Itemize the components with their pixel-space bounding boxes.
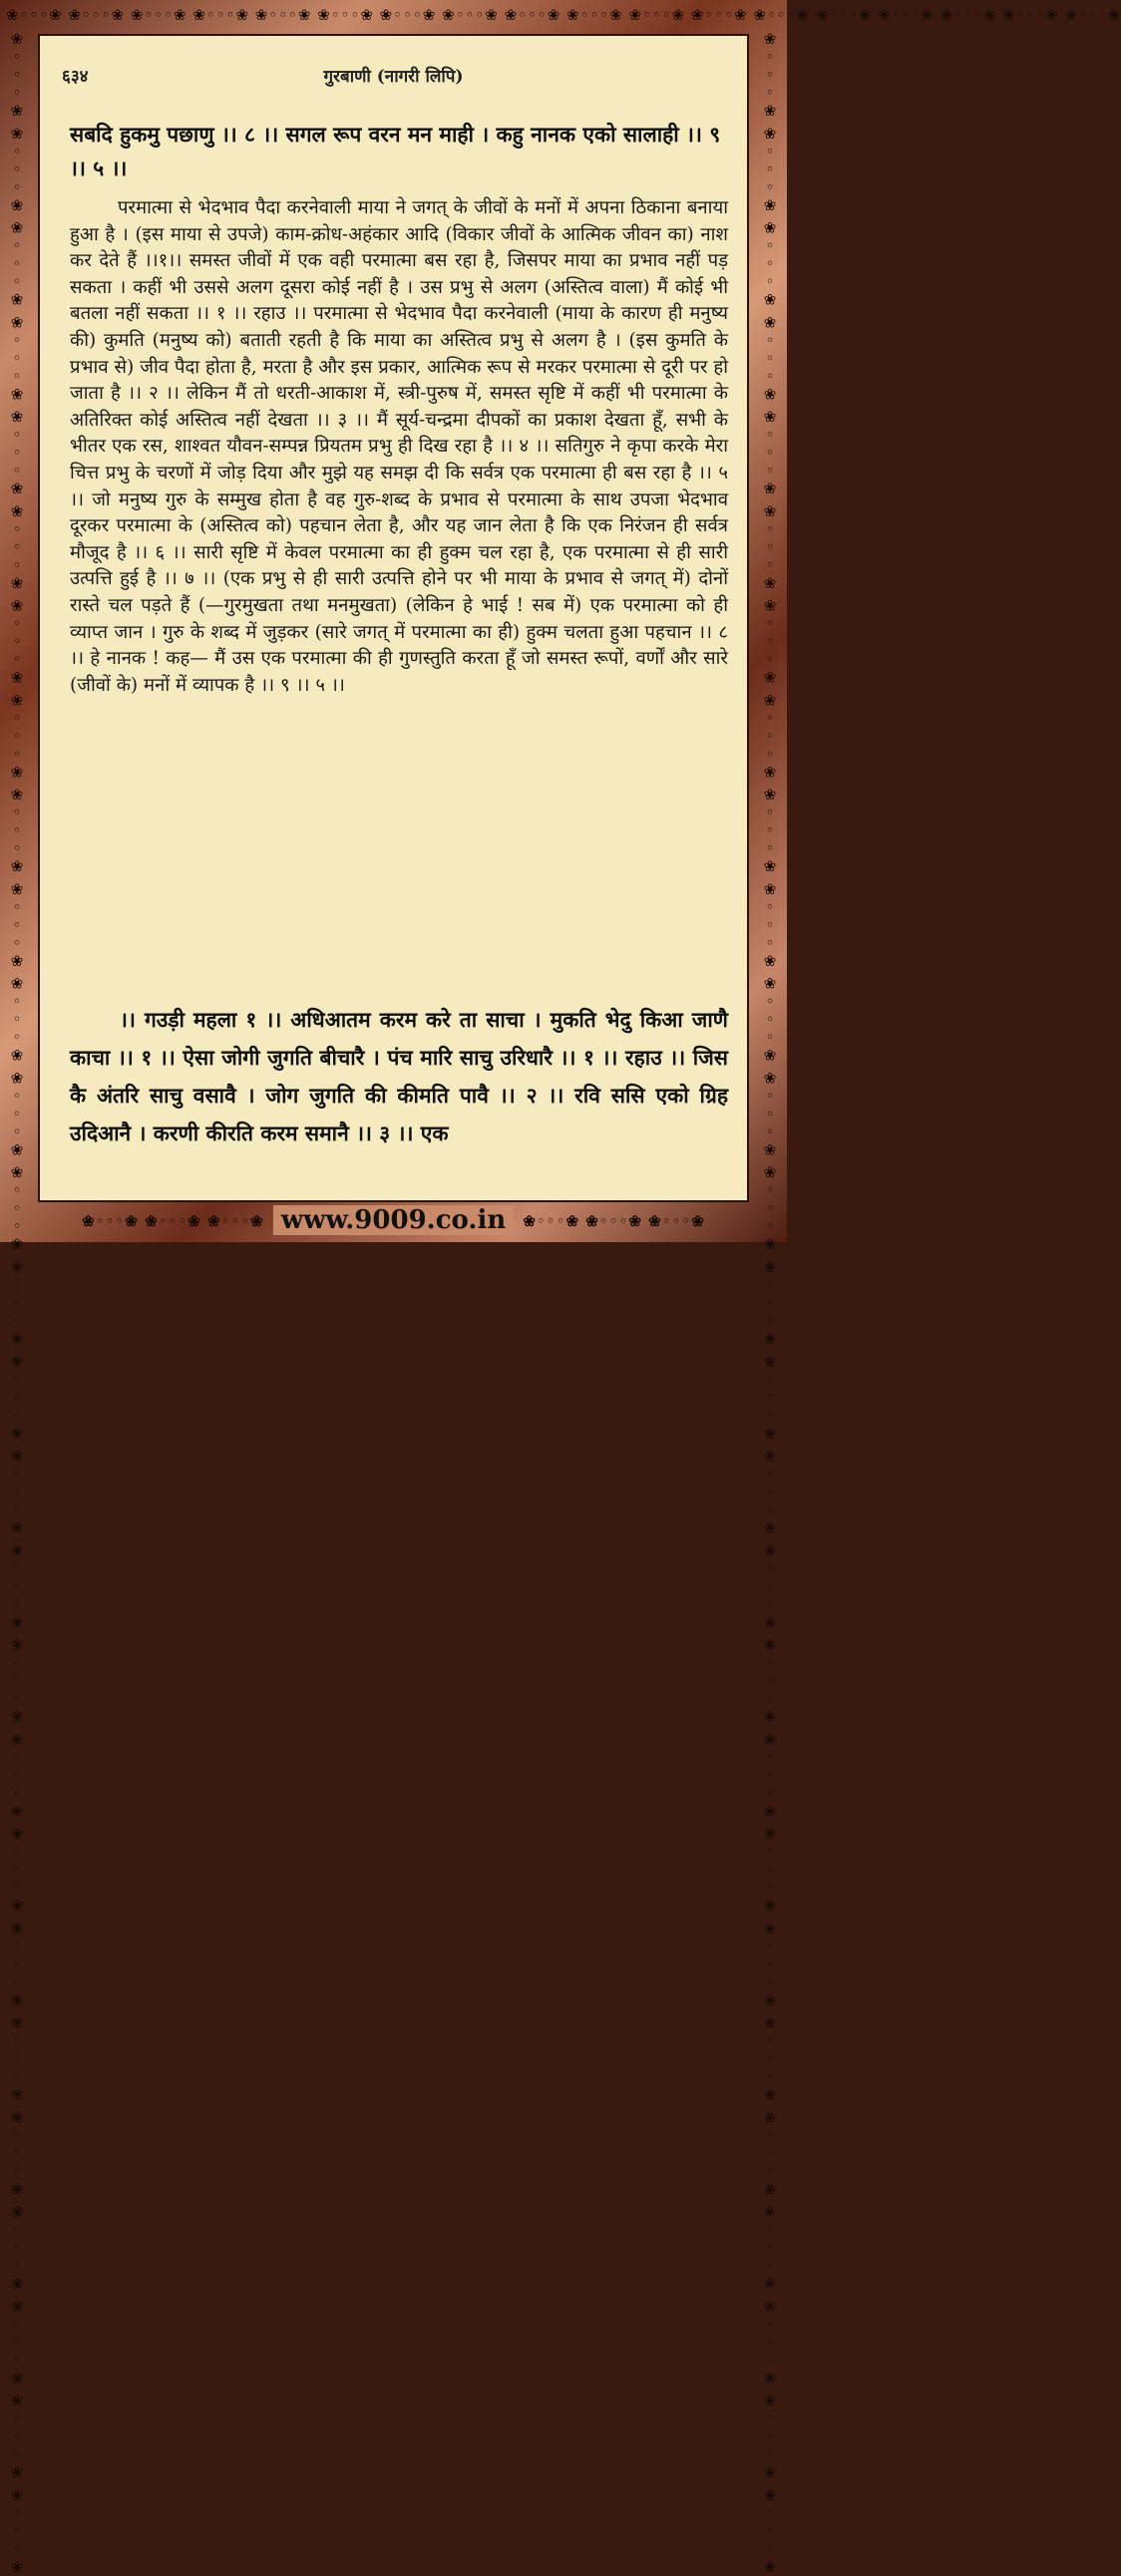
left-ornament-border: ❀◦◦◦❀ ❀◦◦◦❀ ❀◦◦◦❀ ❀◦◦◦❀ ❀◦◦◦❀ ❀◦◦◦❀ ❀◦◦◦❀ ❀◦◦◦❀ ❀◦◦◦❀ ❀◦◦◦❀ ❀◦◦◦❀ ❀◦◦◦❀ ❀◦◦◦❀ ❀◦◦◦❀ ❀◦◦◦❀ ❀◦◦◦❀ ❀◦◦◦❀ ❀◦◦◦❀ ❀◦◦◦❀ ❀◦◦◦❀ ❀◦◦◦❀ ❀◦◦◦❀ ❀◦◦◦❀ ❀◦◦◦❀ ❀◦◦◦❀ ❀◦◦◦❀ ❀◦◦◦❀ xyxy=(8,30,26,2576)
top-ornament-border: ❀◦◦◦❀ ❀◦◦◦❀ ❀◦◦◦❀ ❀◦◦◦❀ ❀◦◦◦❀ ❀◦◦◦❀ ❀◦◦◦❀ ❀◦◦◦❀ ❀◦◦◦❀ ❀◦◦◦❀ ❀◦◦◦❀ ❀◦◦◦❀ ❀◦◦◦❀ ❀◦◦◦❀ ❀◦◦◦❀ ❀◦◦◦❀ ❀◦◦◦❀ ❀◦◦◦❀ xyxy=(6,6,1121,24)
website-url[interactable]: www.9009.co.in xyxy=(273,1205,515,1235)
footer-ornament-right: ❀◦◦◦❀ ❀◦◦◦❀ ❀◦◦◦❀ xyxy=(523,1212,705,1230)
footer-ornament-left: ❀◦◦◦❀ ❀◦◦◦❀ ❀◦◦◦❀ xyxy=(82,1212,264,1230)
page-header xyxy=(40,64,747,94)
verse-bottom-text: ।। गउड़ी महला १ ।। अधिआतम करम करे ता साचा । मुकति भेदु किआ जाणै काचा ।। १ ।। ऐसा जोगी जुगति बीचारै । पंच मारि साचु उरिधारै ।। १ ।। रहाउ ।। जिस कै अंतरि साचु वसावै । जोग जुगति की कीमति पावै ।। २ ।। रवि ससि एको ग्रिह उदिआनै । करणी कीरति करम समानै ।। ३ ।। एक xyxy=(70,1007,728,1145)
translation-paragraph: परमात्मा से भेदभाव पैदा करनेवाली माया ने जगत् के जीवों के मनों में अपना ठिकाना बनाया हुआ है । (इस माया से उपजे) काम-क्रोध-अहंकार आदि (विकार जीवों के आत्मिक जीवन का) नाश कर देते हैं ।।१।। समस्त जीवों में एक वही परमात्मा बस रहा है, जिसपर माया का प्रभाव नहीं पड़ सकता । कहीं भी उससे अलग दूसरा कोई नहीं है । उस प्रभु से अलग (अस्तित्व वाला) मैं कोई भी बतला नहीं सकता ।। १ ।। रहाउ ।। परमात्मा से भेदभाव पैदा करनेवाली (माया के कारण ही मनुष्य की) कुमति (मनुष्य को) बताती रहती है कि माया का अस्तित्व प्रभु से अलग है । (इस कुमति के प्रभाव से) जीव पैदा होता है, मरता है और इस प्रकार, आत्मिक रूप से मरकर परमात्मा से दूरी पर हो जाता है ।। २ ।। लेकिन मैं तो धरती-आकाश में, स्त्री-पुरुष में, समस्त सृष्टि में कहीं भी परमात्मा के अतिरिक्त कोई अस्तित्व नहीं देखता ।। ३ ।। मैं सूर्य-चन्द्रमा दीपकों का प्रकाश देखता हूँ, सभी के भीतर एक रस, शाश्वत यौवन-सम्पन्न प्रियतम प्रभु ही दिख रहा है ।। ४ ।। सतिगुरु ने कृपा करके मेरा चित्त प्रभु के चरणों में जोड़ दिया और मुझे यह समझ दी कि सर्वत्र एक परमात्मा ही बस रहा है ।। ५ ।। जो मनुष्य गुरु के सम्मुख होता है वह गुरु-शब्द के प्रभाव से परमात्मा के साथ उपजा भेदभाव दूरकर परमात्मा के (अस्तित्व को) पहचान लेता है, और यह जान लेता है कि एक निरंजन ही सर्वत्र मौजूद है ।। ६ ।। सारी सृष्टि में केवल परमात्मा का ही हुक्म चल रहा है, एक परमात्मा से ही सारी उत्पत्ति हुई है ।। ७ ।। (एक प्रभु से ही सारी उत्पत्ति होने पर भी माया के प्रभाव से जगत् में) दोनों रास्ते चल पड़ते हैं (—गुरमुखता तथा मनमुखता) (लेकिन हे भाई ! सब में) एक परमात्मा को ही व्याप्त जान । गुरु के शब्द में जुड़कर (सारे जगत् में परमात्मा का ही) हुक्म चलता हुआ पहचान ।। ८ ।। हे नानक ! कह— मैं उस एक परमात्मा की ही गुणस्तुति करता हूँ जो समस्त रूपों, वर्णों और सारे (जीवों के) मनों में व्यापक है ।। ९ ।। ५ ।। xyxy=(70,197,728,696)
translation-text xyxy=(70,195,728,699)
verse-top: सबदि हुकमु पछाणु ।। ८ ।। सगल रूप वरन मन माही । कहु नानक एको सालाही ।। ९ ।। ५ ।। xyxy=(70,122,721,180)
page-title: गुरबाणी (नागरी लिपि) xyxy=(323,67,464,87)
scripture-page xyxy=(38,34,749,1202)
verse-bottom xyxy=(70,1001,728,1152)
page-number: ६३४ xyxy=(62,67,89,87)
page-footer xyxy=(0,1204,787,1236)
right-ornament-border: ❀◦◦◦❀ ❀◦◦◦❀ ❀◦◦◦❀ ❀◦◦◦❀ ❀◦◦◦❀ ❀◦◦◦❀ ❀◦◦◦❀ ❀◦◦◦❀ ❀◦◦◦❀ ❀◦◦◦❀ ❀◦◦◦❀ ❀◦◦◦❀ ❀◦◦◦❀ ❀◦◦◦❀ ❀◦◦◦❀ ❀◦◦◦❀ ❀◦◦◦❀ ❀◦◦◦❀ ❀◦◦◦❀ ❀◦◦◦❀ ❀◦◦◦❀ ❀◦◦◦❀ ❀◦◦◦❀ ❀◦◦◦❀ ❀◦◦◦❀ ❀◦◦◦❀ ❀◦◦◦❀ xyxy=(761,30,779,2576)
